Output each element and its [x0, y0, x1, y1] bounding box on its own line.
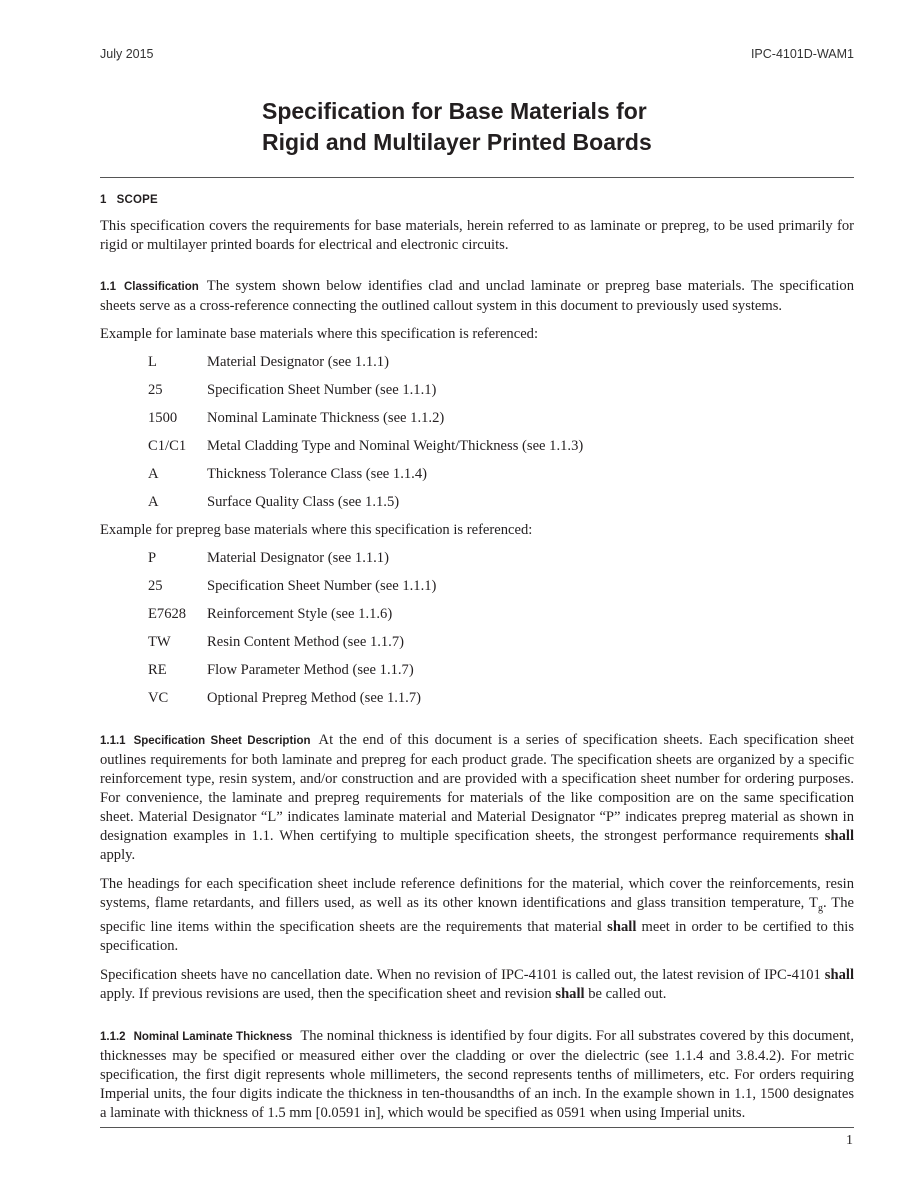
list-item: [148, 437, 854, 465]
code-description: Material Designator (see 1.1.1): [207, 550, 389, 566]
code-value: 25: [148, 382, 163, 398]
code-description: Specification Sheet Number (see 1.1.1): [207, 578, 437, 594]
spec-sheet-p3-a: Specification sheets have no cancellation date. When no revision of IPC-4101 is called out, the latest revision of IPC-4101: [100, 966, 821, 983]
code-description: Flow Parameter Method (see 1.1.7): [207, 662, 414, 678]
code-value: A: [148, 494, 159, 510]
spec-sheet-paragraph-2: [100, 875, 854, 956]
list-item: [148, 605, 854, 633]
list-item: [148, 549, 854, 577]
list-item: [148, 465, 854, 493]
spec-sheet-paragraph-3: [100, 966, 854, 1004]
page-number: 1: [846, 1133, 853, 1148]
classification-paragraph: [100, 277, 854, 316]
code-value: L: [148, 354, 157, 370]
code-value: 25: [148, 578, 163, 594]
code-value: C1/C1: [148, 438, 187, 454]
nominal-thickness-title: Nominal Laminate Thickness: [133, 1030, 293, 1043]
code-description: Optional Prepreg Method (see 1.1.7): [207, 690, 421, 706]
spec-sheet-p1-text: At the end of this document is a series of specification sheets. Each specification sheet outlines requirements for both laminate and prepreg for each product grade. The specification sheets are organized by a specific reinforcement type, resin system, and/or construction and are provided with a specification sheet number for ordering purposes. For convenience, the laminate and prepreg requirements for materials of the like composition are on the same specification sheet. Material Designator “L” indicates laminate material and Material Designator “P” indicates prepreg material as shown in designation examples in 1.1. When certifying to multiple specification sheets, the strongest performance requirements: [100, 732, 854, 844]
spec-sheet-p2-a: The headings for each specification sheet include reference definitions for the material, which cover the reinforcements, resin systems, flame retardants, and fillers used, as well as its other known identifications and glass transition temperature, T: [100, 876, 854, 911]
nominal-thickness-number: 1.1.2: [100, 1030, 126, 1043]
list-item: [148, 493, 854, 512]
list-item: [148, 381, 854, 409]
bottom-divider: [100, 1127, 854, 1128]
code-description: Metal Cladding Type and Nominal Weight/Thickness (see 1.1.3): [207, 438, 584, 454]
spec-sheet-p1-end: apply.: [100, 847, 136, 863]
laminate-example-intro: Example for laminate base materials where this specification is referenced:: [100, 326, 539, 342]
tg-subscript: g: [817, 902, 823, 914]
nominal-thickness-text: The nominal thickness is identified by four digits. For all substrates covered by this document, thicknesses may be specified or measured either over the cladding or over the dielectric (see 1.1.4 and 3.8.4.2). For metric specification, the first digit represents whole millimeters, the second represents tenths of millimeters, etc. For orders requiring Imperial units, the four digits indicate the thickness in ten-thousandths of an inch. In the example shown in 1.1, 1500 designates a laminate with thickness of 1.5 mm [0.0591 in], which would be specified as 0591 when using Imperial units.: [100, 1027, 854, 1121]
prepreg-code-list: [148, 549, 854, 708]
code-description: Reinforcement Style (see 1.1.6): [207, 606, 393, 622]
laminate-code-list: [148, 353, 854, 512]
scope-number: 1: [100, 194, 107, 206]
code-value: VC: [148, 690, 169, 706]
bold-shall: shall: [824, 828, 854, 844]
classification-number: 1.1: [100, 281, 116, 293]
bold-shall: shall: [824, 966, 854, 983]
nominal-thickness-heading: [100, 1031, 292, 1043]
prepreg-example-intro: Example for prepreg base materials where this specification is referenced:: [100, 522, 533, 538]
classification-heading: [100, 281, 199, 293]
code-value: RE: [148, 662, 167, 678]
title-line-1: Specification for Base Materials for: [262, 98, 647, 124]
code-value: 1500: [148, 410, 178, 426]
list-item: [148, 409, 854, 437]
list-item: [148, 661, 854, 689]
code-description: Resin Content Method (see 1.1.7): [207, 634, 404, 650]
code-description: Nominal Laminate Thickness (see 1.1.2): [207, 410, 445, 426]
spec-sheet-title: Specification Sheet Description: [133, 735, 311, 747]
code-description: Surface Quality Class (see 1.1.5): [207, 494, 400, 510]
spec-sheet-heading: [100, 735, 311, 747]
spec-sheet-p2-b: . The specific line items within the specification sheets are the requirements that material: [100, 895, 854, 935]
code-description: Material Designator (see 1.1.1): [207, 354, 389, 370]
title-line-2: Rigid and Multilayer Printed Boards: [262, 129, 652, 155]
spec-sheet-p3-b: apply. If previous revisions are used, then the specification sheet and revision: [100, 985, 552, 1002]
bold-shall: shall: [607, 918, 637, 935]
classification-title: Classification: [124, 281, 199, 293]
header-doc-id: IPC-4101D-WAM1: [750, 47, 854, 61]
scope-title: SCOPE: [116, 194, 158, 206]
list-item: [148, 689, 854, 708]
page-title: [262, 96, 782, 158]
document-body: [100, 191, 854, 1123]
code-value: E7628: [148, 606, 187, 622]
scope-paragraph: This specification covers the requirements for base materials, herein referred to as laminate or prepreg, to be used primarily for rigid or multilayer printed boards for electrical and electronic circuits.: [100, 218, 854, 253]
top-divider: [100, 177, 854, 178]
scope-heading: [100, 191, 854, 210]
list-item: [148, 353, 854, 381]
spec-sheet-number: 1.1.1: [100, 735, 126, 747]
spec-sheet-paragraph-1: [100, 731, 854, 865]
list-item: [148, 633, 854, 661]
list-item: [148, 577, 854, 605]
spec-sheet-p2-c: meet in order to be certified to this specification.: [100, 918, 854, 954]
code-value: P: [148, 550, 157, 566]
nominal-thickness-paragraph: [100, 1027, 854, 1123]
code-value: TW: [148, 634, 171, 650]
classification-text: The system shown below identifies clad and unclad laminate or prepreg base materials. The specification sheets serve as a cross-reference connecting the outlined callout system in this document to previously used systems.: [100, 278, 854, 314]
header-date: July 2015: [100, 47, 154, 61]
code-description: Thickness Tolerance Class (see 1.1.4): [207, 466, 427, 482]
code-description: Specification Sheet Number (see 1.1.1): [207, 382, 437, 398]
spec-sheet-p3-c: be called out.: [588, 985, 667, 1002]
bold-shall: shall: [555, 985, 585, 1002]
code-value: A: [148, 466, 159, 482]
